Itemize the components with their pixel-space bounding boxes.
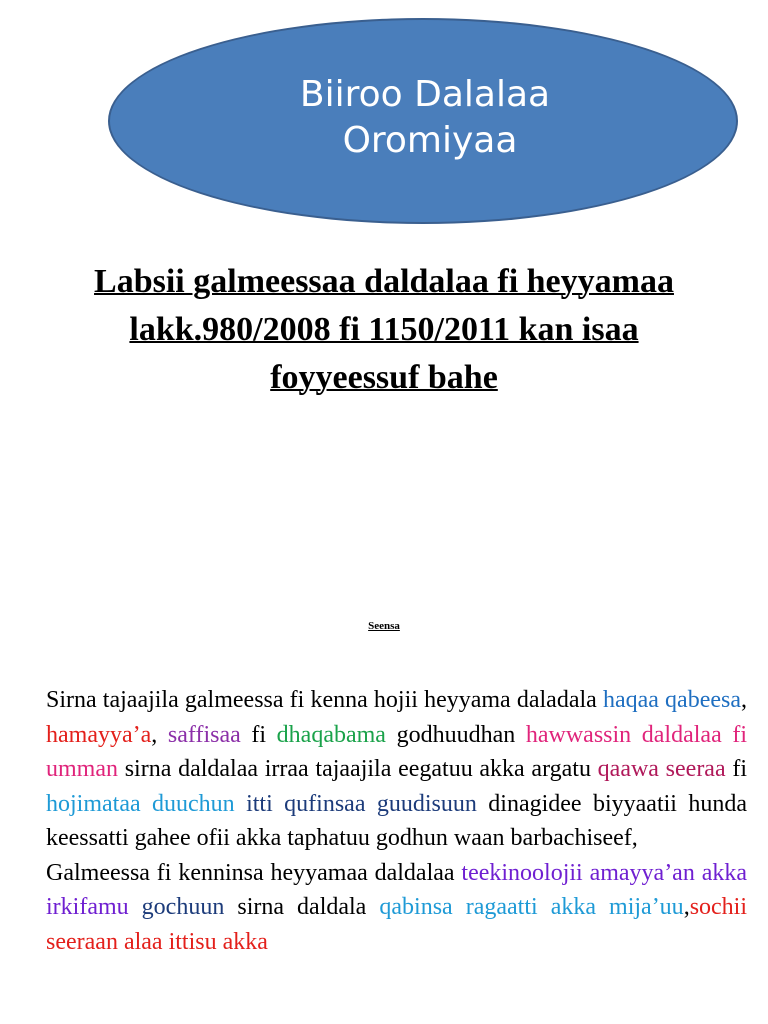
heading-line1: Labsii galmeessaa daldalaa fi heyyamaa — [94, 263, 674, 300]
paragraph-introduction — [46, 683, 747, 856]
text-run: qabinsa ragaatti akka mija’uu — [379, 894, 684, 920]
text-run: qaawa seeraa — [597, 756, 726, 782]
body-text — [46, 683, 747, 959]
text-run: hojimataa duuchun — [46, 790, 235, 817]
text-run: haqaa qabeesa — [602, 687, 742, 713]
text-run: fi — [240, 721, 277, 748]
text-run — [129, 894, 142, 920]
paragraph-technology — [46, 856, 747, 960]
text-run: gochuun — [141, 894, 225, 920]
heading-line3: foyyeessuf bahe — [270, 359, 498, 396]
text-run: dinagidee biyyaatii hunda keessatti gahee ofii akka taphatuu godhun waan barbachiseef, — [46, 790, 748, 851]
text-run: godhuudhan — [385, 721, 526, 748]
text-run — [235, 791, 246, 817]
text-run: , — [683, 894, 690, 920]
heading-line2: lakk.980/2008 fi 1150/2011 kan isaa — [129, 311, 639, 348]
document-heading — [30, 258, 738, 402]
banner-title — [108, 72, 738, 164]
text-run: hamayya’a — [46, 721, 152, 748]
text-run: Sirna tajaajila galmeessa fi kenna hojii heyyama daladala — [46, 687, 603, 713]
text-run: teekinoolojii amayya’an akka irkifamu — [46, 859, 747, 920]
text-run: hawwassin daldalaa fi umman — [46, 721, 748, 782]
text-run: sirna daldalaa irraa tajaajila eegatuu akka argatu — [118, 756, 598, 782]
section-label: Seensa — [368, 620, 400, 632]
text-run: fi — [725, 756, 747, 782]
banner-title-line2: Oromiyaa — [342, 120, 518, 161]
text-run: dhaqabama — [276, 721, 386, 748]
text-run: itti qufinsaa guudisuun — [246, 790, 477, 817]
text-run: , — [151, 721, 168, 748]
text-run: sochii seeraan alaa ittisu akka — [46, 894, 748, 955]
text-run: saffisaa — [167, 721, 241, 748]
text-run: sirna daldala — [224, 894, 380, 920]
text-run: , — [741, 687, 748, 713]
banner-title-line1: Biiroo Dalalaa — [299, 74, 551, 115]
text-run: Galmeessa fi kenninsa heyyamaa daldalaa — [46, 859, 462, 886]
